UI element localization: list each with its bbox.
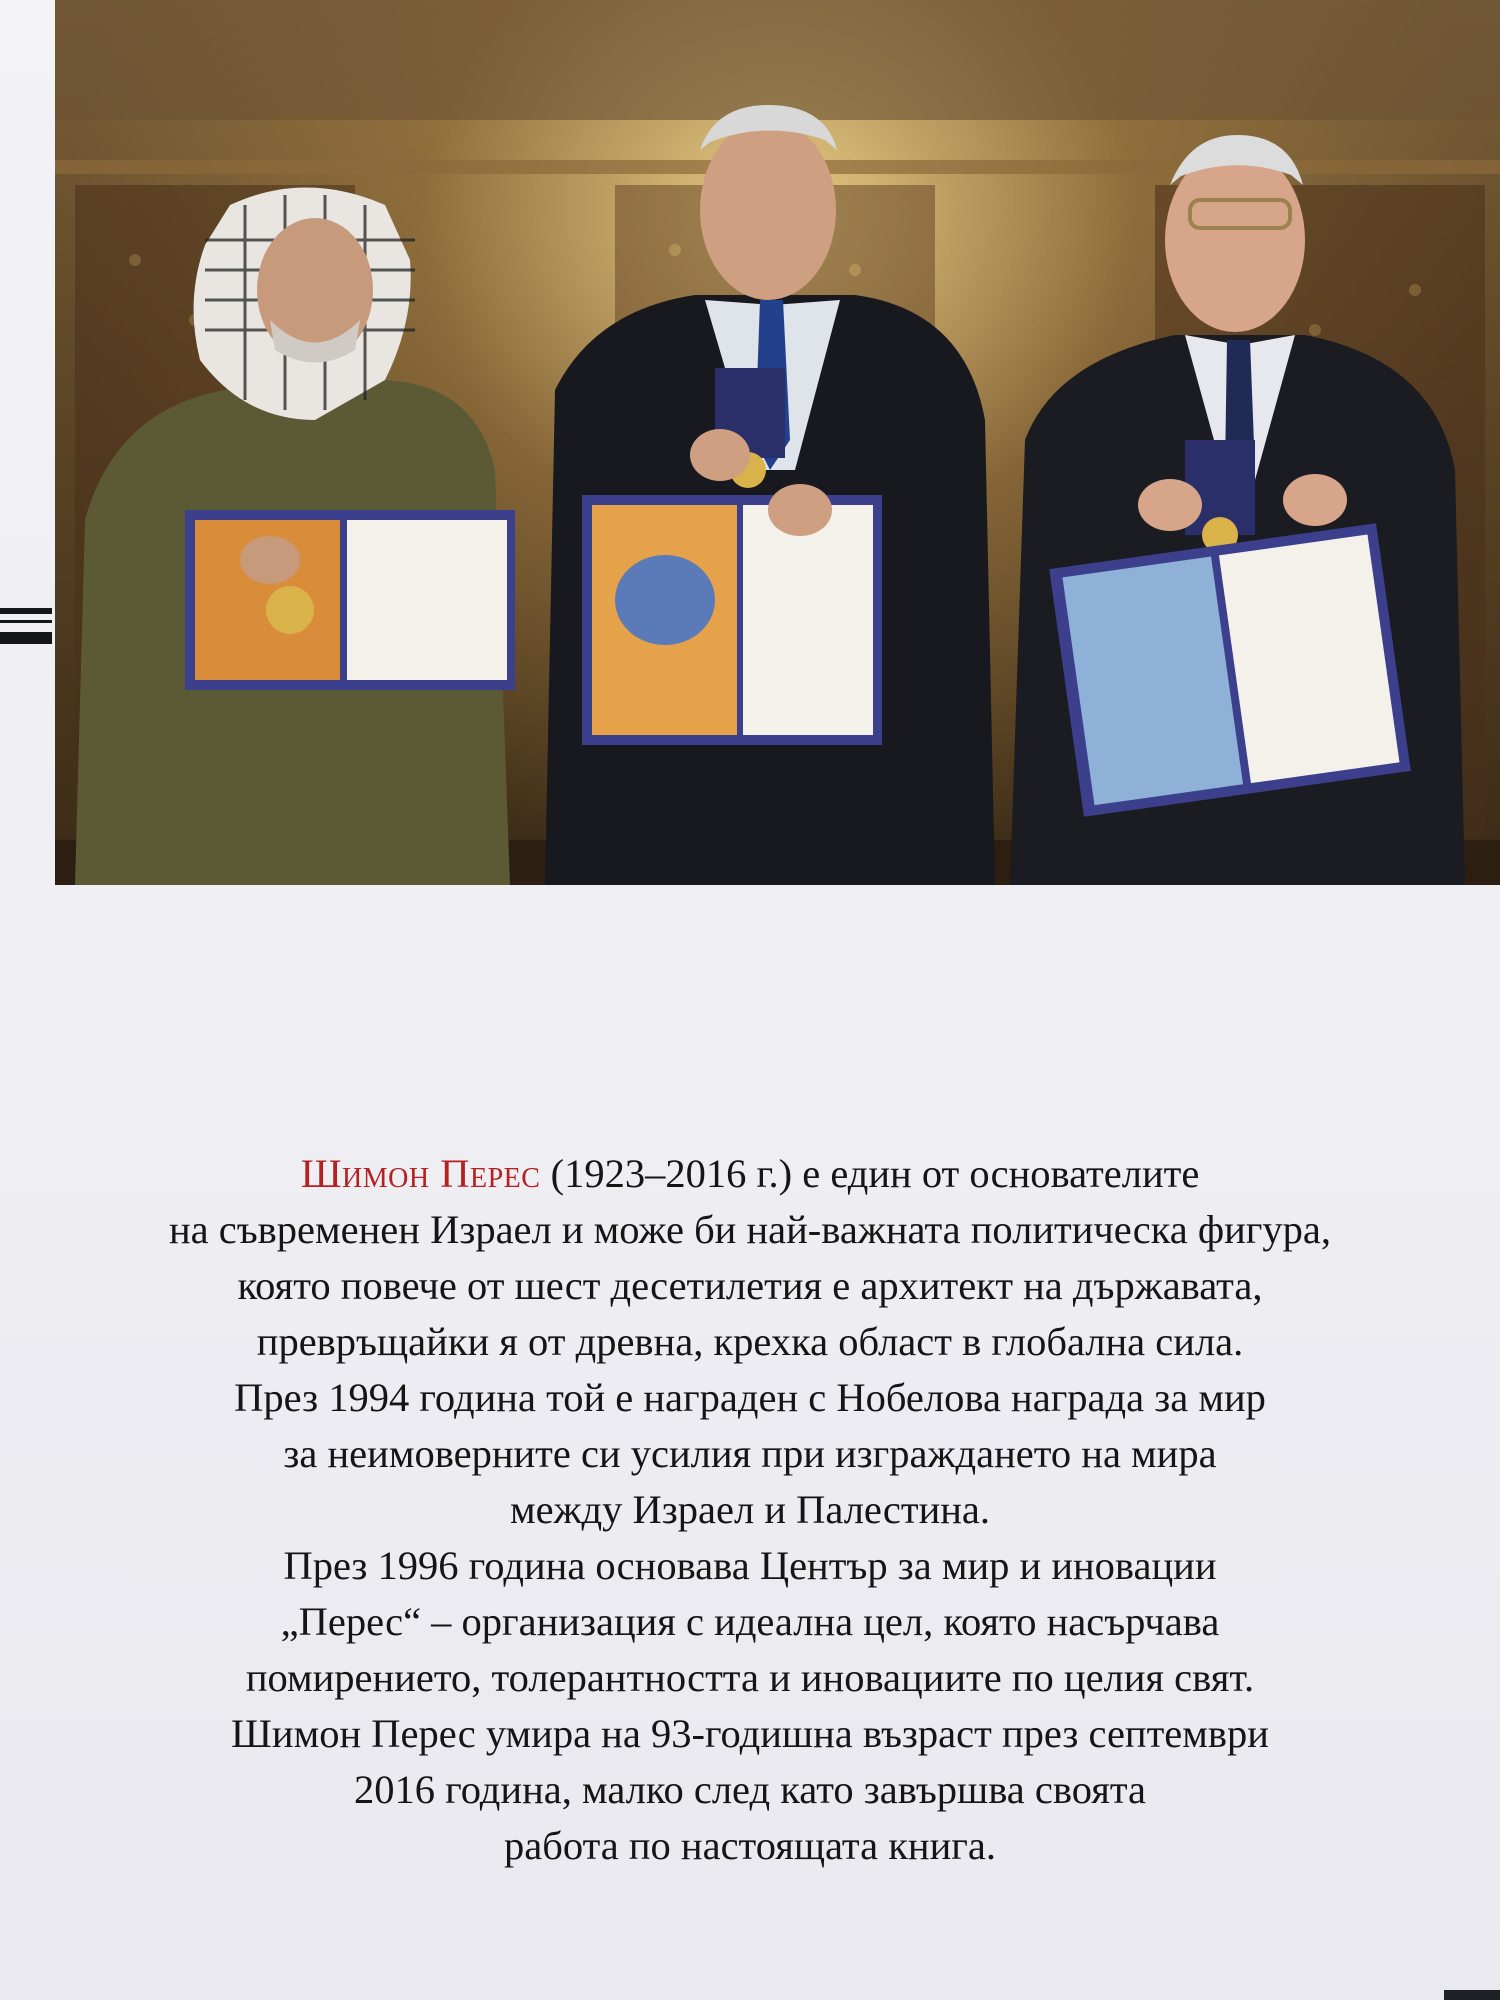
person-name: Шимон Перес — [300, 1151, 541, 1196]
text-line-1 — [50, 1146, 1450, 1202]
page-corner-mark — [1444, 1990, 1500, 2000]
text-line-13: работа по настоящата книга. — [504, 1823, 996, 1868]
text-line-7: между Израел и Палестина. — [509, 1487, 991, 1532]
nobel-laureates-photo — [55, 0, 1500, 885]
text-line-11: Шимон Перес умира на 93-годишна възраст през септември — [231, 1711, 1269, 1756]
text-line-3: която повече от шест десетилетия е архитект на държавата, — [237, 1263, 1263, 1308]
left-rule-thick — [0, 608, 52, 614]
text-line-2: на съвременен Израел и може би най-важната политическа фигура, — [168, 1207, 1332, 1252]
text-line-9: „Перес“ – организация с идеална цел, която насърчава — [280, 1599, 1220, 1644]
text-line-8: През 1996 година основава Център за мир и иновации — [283, 1543, 1217, 1588]
left-rule-bar — [0, 632, 52, 644]
text-line-1-rest: (1923–2016 г.) е един от основателите — [540, 1151, 1200, 1196]
biography-text — [50, 1146, 1450, 1874]
text-line-6: за неимоверните си усилия при изграждането на мира — [283, 1431, 1217, 1476]
left-rule-thin — [0, 620, 52, 623]
text-line-10: помирението, толерантността и иновациите по целия свят. — [245, 1655, 1255, 1700]
text-line-12: 2016 година, малко след като завършва своята — [353, 1767, 1147, 1812]
text-line-4: превръщайки я от древна, крехка област в глобална сила. — [256, 1319, 1244, 1364]
text-line-5: През 1994 година той е награден с Нобелова награда за мир — [234, 1375, 1266, 1420]
photo-illustration — [55, 0, 1500, 885]
